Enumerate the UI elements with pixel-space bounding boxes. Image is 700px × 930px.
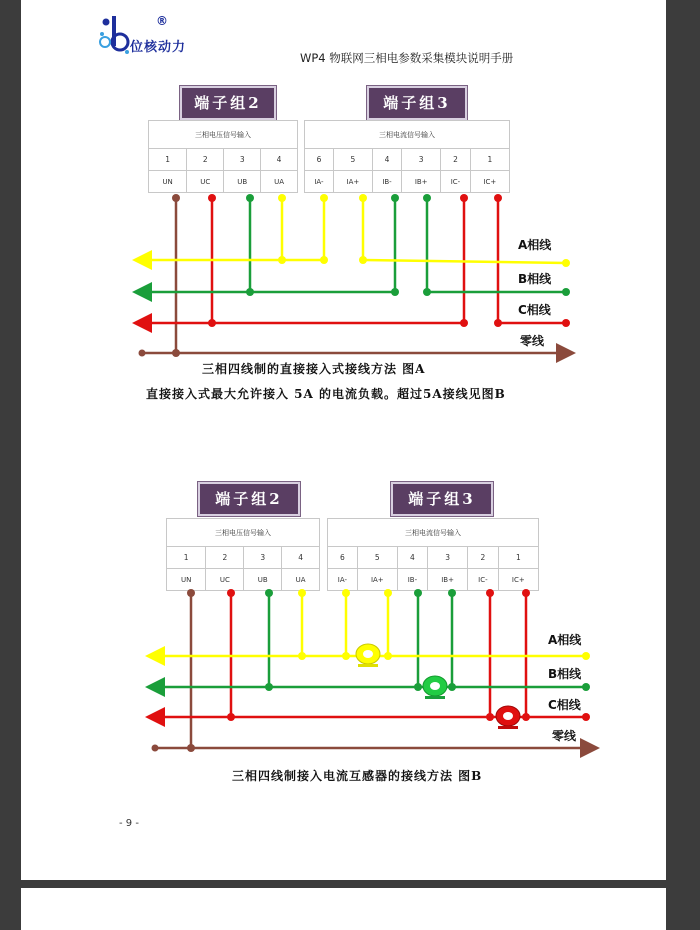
- terminal-number: 2: [441, 149, 471, 171]
- terminal-number: 4: [261, 149, 298, 171]
- neutral-label: 零线: [552, 729, 577, 743]
- terminal-signal: UA: [282, 569, 320, 591]
- terminal-group-2-label: 端子组2: [180, 86, 276, 120]
- voltage-table-title: 三相电压信号输入: [167, 519, 320, 547]
- terminal-number: 3: [428, 547, 468, 569]
- terminal-signal: IC+: [470, 171, 509, 193]
- terminal-signal: IC+: [498, 569, 538, 591]
- figure-a-note: 直接接入式最大允许接入 5A 的电流负载。超过5A接线见图B: [146, 387, 506, 401]
- terminal-number: 2: [187, 149, 224, 171]
- terminal-signal: UA: [261, 171, 298, 193]
- terminal-number: 6: [305, 149, 334, 171]
- terminal-group-2-label: 端子组2: [198, 482, 300, 516]
- terminal-number: 4: [282, 547, 320, 569]
- terminal-signal: IB-: [372, 171, 401, 193]
- terminal-number: 1: [470, 149, 509, 171]
- phase-a-label: A相线: [548, 633, 582, 647]
- terminal-number: 1: [149, 149, 187, 171]
- phase-b-label: B相线: [518, 272, 552, 286]
- terminal-signal: IB+: [402, 171, 441, 193]
- registered-mark: ®: [156, 14, 168, 28]
- terminal-signal: IB-: [397, 569, 427, 591]
- terminal-number: 6: [328, 547, 358, 569]
- terminal-number: 1: [167, 547, 206, 569]
- current-transformer-c-icon: [496, 706, 520, 729]
- terminal-signal: UB: [224, 171, 261, 193]
- terminal-signal: IB+: [428, 569, 468, 591]
- terminal-signal: UC: [206, 569, 244, 591]
- brand-name: 位核动力: [130, 40, 187, 55]
- neutral-label: 零线: [520, 334, 545, 348]
- terminal-signal: IA-: [328, 569, 358, 591]
- terminal-number: 4: [372, 149, 401, 171]
- terminal-signal: UN: [149, 171, 187, 193]
- current-transformer-a-icon: [356, 644, 380, 667]
- terminal-group-3-label: 端子组3: [367, 86, 467, 120]
- phase-b-label: B相线: [548, 667, 582, 681]
- terminal-group-3-label: 端子组3: [391, 482, 493, 516]
- terminal-number: 2: [206, 547, 244, 569]
- figure-a-caption: 三相四线制的直接接入式接线方法 图A: [202, 362, 426, 376]
- terminal-number: 3: [224, 149, 261, 171]
- phase-a-label: A相线: [518, 238, 552, 252]
- current-table-title: 三相电流信号输入: [328, 519, 539, 547]
- terminal-signal: IA-: [305, 171, 334, 193]
- terminal-number: 2: [468, 547, 499, 569]
- manual-title: WP4 物联网三相电参数采集模块说明手册: [300, 51, 514, 65]
- current-table-title: 三相电流信号输入: [305, 121, 510, 149]
- figure-b-caption: 三相四线制接入电流互感器的接线方法 图B: [232, 769, 483, 783]
- terminal-signal: IA+: [333, 171, 372, 193]
- terminal-number: 3: [244, 547, 282, 569]
- phase-c-label: C相线: [548, 698, 581, 712]
- terminal-signal: UC: [187, 171, 224, 193]
- terminal-number: 1: [498, 547, 538, 569]
- terminal-number: 5: [357, 547, 397, 569]
- terminal-number: 4: [397, 547, 427, 569]
- current-transformer-b-icon: [423, 676, 447, 699]
- terminal-signal: IC-: [441, 171, 471, 193]
- voltage-table-title: 三相电压信号输入: [149, 121, 298, 149]
- terminal-signal: IA+: [357, 569, 397, 591]
- terminal-signal: UN: [167, 569, 206, 591]
- terminal-signal: IC-: [468, 569, 499, 591]
- page-number: - 9 -: [119, 818, 139, 829]
- terminal-signal: UB: [244, 569, 282, 591]
- terminal-number: 5: [333, 149, 372, 171]
- terminal-number: 3: [402, 149, 441, 171]
- phase-c-label: C相线: [518, 303, 551, 317]
